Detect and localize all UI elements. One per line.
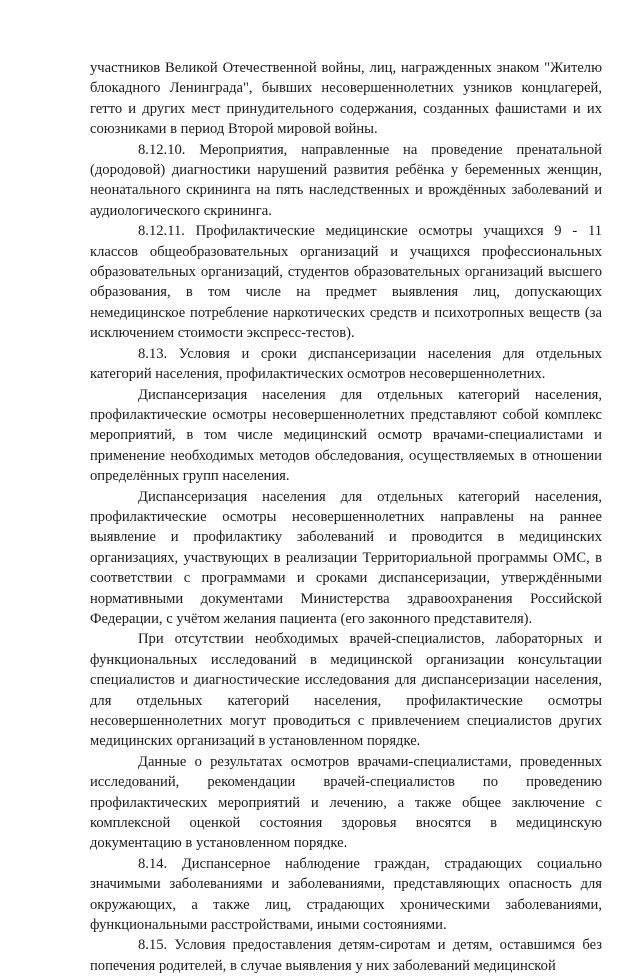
document-body bbox=[90, 58, 602, 976]
paragraph-dispanserization-definition: Диспансеризация населения для отдельных категорий населения, профилактические осмотры несовершеннолетних представляют собой комплекс мероприятий, в том числе медицинский осмотр врачами-специалистами и применение необходимых методов обследования, осуществляемых в отношении определённых групп населения. bbox=[90, 386, 602, 485]
paragraph-8-12-11: 8.12.11. Профилактические медицинские осмотры учащихся 9 - 11 классов общеобразовательных организаций и учащихся профессиональных образовательных организаций, студентов образовательных организаций высшего образования, в том числе на предмет выявления лиц, допускающих немедицинское потребление наркотических средств и психотропных веществ (за исключением стоимости экспресс-тестов). bbox=[90, 223, 602, 342]
paragraph-continuation: участников Великой Отечественной войны, лиц, награжденных знаком "Жителю блокадного Ленинграда", бывших несовершеннолетних узников концлагерей, гетто и других мест принудительного содержания, созданных фашистами и их союзниками в период Второй мировой войны. bbox=[90, 60, 602, 138]
paragraph-dispanserization-purpose: Диспансеризация населения для отдельных категорий населения, профилактические осмотры несовершеннолетних направлены на раннее выявление и профилактику заболеваний и проводится в медицинских организациях, участвующих в реализации Территориальной программы ОМС, в соответствии с программами и сроками диспансеризации, утверждёнными нормативными документами Министерства здравоохранения Российской Федерации, с учётом желания пациента (его законного представителя). bbox=[90, 488, 602, 627]
paragraph-specialists-absence: При отсутствии необходимых врачей-специалистов, лабораторных и функциональных исследований в медицинской организации консультации специалистов и диагностические исследования для диспансеризации населения, для отдельных категорий населения, профилактические осмотры несовершеннолетних могут проводиться с привлечением специалистов других медицинских организаций в установленном порядке. bbox=[90, 631, 602, 750]
paragraph-8-14: 8.14. Диспансерное наблюдение граждан, страдающих социально значимыми заболеваниями и заболеваниями, представляющих опасность для окружающих, а также лиц, страдающих хроническими заболеваниями, функциональными расстройствами, иными состояниями. bbox=[90, 855, 602, 934]
paragraph-8-15: 8.15. Условия предоставления детям-сиротам и детям, оставшимся без попечения родителей, в случае выявления у них заболеваний медицинской bbox=[90, 937, 602, 974]
paragraph-8-12-10: 8.12.10. Мероприятия, направленные на проведение пренатальной (дородовой) диагностики нарушений развития ребёнка у беременных женщин, неонатального скрининга на пять наследственных и врождённых заболеваний и аудиологического скрининга. bbox=[90, 141, 602, 219]
paragraph-8-13: 8.13. Условия и сроки диспансеризации населения для отдельных категорий населения, профилактических осмотров несовершеннолетних. bbox=[90, 345, 602, 383]
paragraph-results-data: Данные о результатах осмотров врачами-специалистами, проведенных исследований, рекомендации врачей-специалистов по проведению профилактических мероприятий и лечению, а также общее заключение с комплексной оценкой состояния здоровья вносятся в медицинскую документацию в установленном порядке. bbox=[90, 753, 602, 852]
